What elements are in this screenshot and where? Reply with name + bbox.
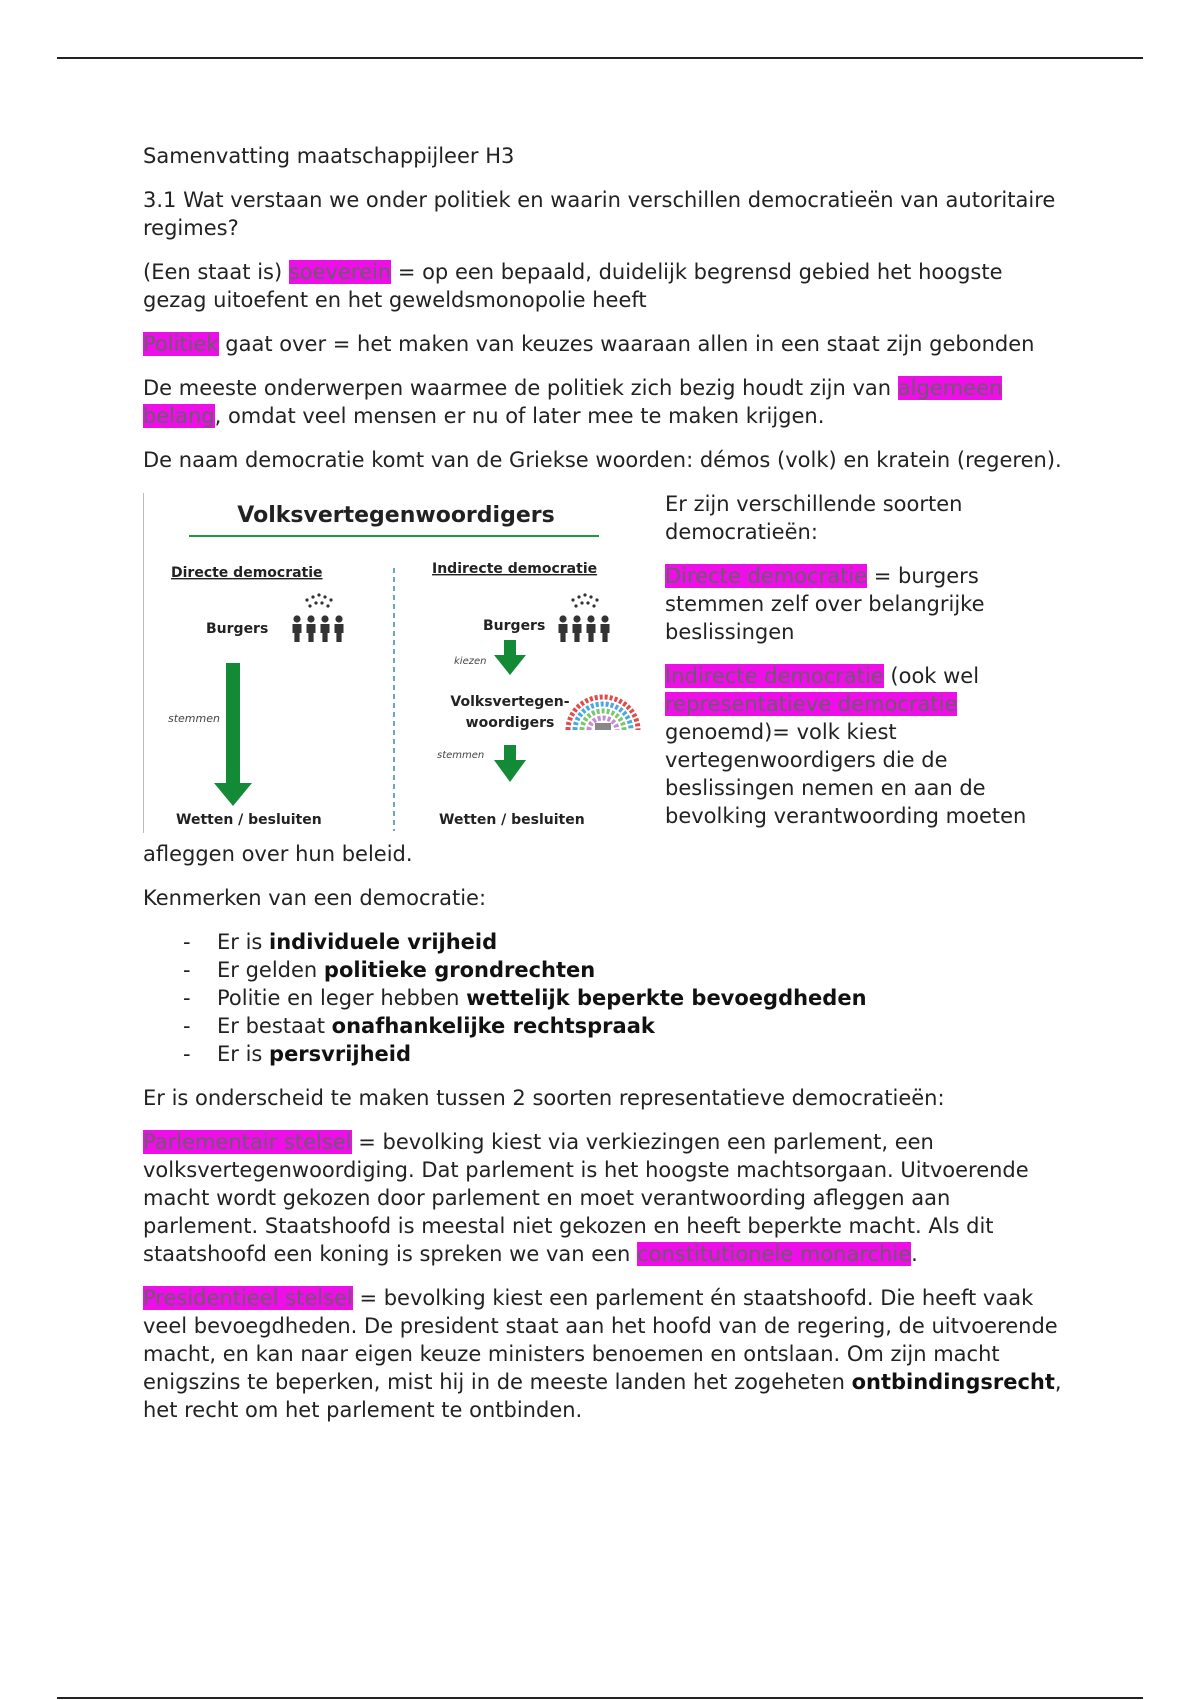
- side-intro: Er zijn verschillende soorten democratieën:: [665, 492, 963, 544]
- crowd-icon: [293, 593, 344, 642]
- footer-rule: [57, 1697, 1143, 1699]
- diagram-title: Volksvertegenwoordigers: [237, 503, 555, 528]
- highlight-representatieve-democratie: representatieve democratie: [665, 692, 958, 716]
- diagram-right-burgers: Burgers: [483, 618, 546, 634]
- paragraph-parlementair: Parlementair stelsel = bevolking kiest via verkiezingen een parlement, een volksvertegenwoordiging. Dat parlement is het hoogste machtsorgaan. Uitvoerende macht wordt gekozen door parlement en moet verantwoording afleggen aan parlement. Staatshoofd is meestal niet gekozen en heeft beperkte macht. Als dit staatshoofd een koning is spreken we van een constitutionele monarchie.: [143, 1130, 1029, 1266]
- diagram-left-wetten: Wetten / besluiten: [176, 812, 322, 828]
- diagram-left-stemmen: stemmen: [168, 712, 220, 725]
- highlight-presidentieel-stelsel: Presidentieel stelsel: [143, 1286, 353, 1310]
- paragraph-algemeen-belang: De meeste onderwerpen waarmee de politiek zich bezig houdt zijn van algemeen belang, omdat veel mensen er nu of later mee te maken krijgen.: [143, 376, 1003, 428]
- list-item: - Politie en leger hebben wettelijk beperkte bevoegdheden: [183, 986, 867, 1010]
- paragraph-onderscheid: Er is onderscheid te maken tussen 2 soorten representatieve democratieën:: [143, 1086, 945, 1110]
- highlight-indirecte-democratie: Indirecte democratie: [665, 664, 884, 688]
- crowd-icon: [559, 593, 610, 642]
- list-item: - Er is individuele vrijheid: [183, 930, 498, 954]
- diagram-volks-line1: Volksvertegen-: [450, 694, 570, 710]
- list-item: - Er gelden politieke grondrechten: [183, 958, 596, 982]
- highlight-directe-democratie: Directe democratie: [665, 564, 868, 588]
- highlight-politiek: Politiek: [143, 332, 219, 356]
- paragraph-afleggen: afleggen over hun beleid.: [143, 842, 413, 866]
- arrow-down-icon: [494, 640, 526, 675]
- side-direct: Directe democratie = burgers stemmen zelf over belangrijke beslissingen: [665, 564, 985, 644]
- side-indirect: Indirecte democratie (ook wel representatieve democratie genoemd)= volk kiest vertegenwoordigers die de beslissingen nemen en aan de bevolking verantwoording moeten: [665, 664, 1027, 828]
- arrow-down-icon: [494, 745, 526, 782]
- figure-side-text: [665, 490, 1065, 846]
- highlight-parlementair-stelsel: Parlementair stelsel: [143, 1130, 352, 1154]
- paragraph-soeverein: (Een staat is) soeverein = op een bepaald, duidelijk begrensd gebied het hoogste gezag uitoefent en het geweldsmonopolie heeft: [143, 260, 1003, 312]
- figure-row: [143, 490, 1063, 860]
- diagram-title-rule: [189, 535, 599, 537]
- diagram-right-kiezen: kiezen: [454, 656, 487, 667]
- democracy-diagram-svg: [144, 493, 654, 833]
- arrow-down-icon: [214, 663, 252, 806]
- diagram-right-heading: Indirecte democratie: [432, 561, 598, 577]
- list-item: - Er bestaat onafhankelijke rechtspraak: [183, 1014, 655, 1038]
- diagram-volks-line2: woordigers: [465, 715, 555, 731]
- diagram-right-wetten: Wetten / besluiten: [439, 812, 585, 828]
- democracy-diagram: [143, 493, 654, 833]
- paragraph-naam-democratie: De naam democratie komt van de Griekse woorden: démos (volk) en kratein (regeren).: [143, 448, 1062, 472]
- diagram-left-burgers: Burgers: [206, 621, 269, 637]
- diagram-right-stemmen: stemmen: [437, 750, 485, 761]
- highlight-constitutionele-monarchie: constitutionele monarchie: [637, 1242, 912, 1266]
- paragraph-presidentieel: Presidentieel stelsel = bevolking kiest een parlement én staatshoofd. Die heeft vaak veel bevoegdheden. De president staat aan het hoofd van de regering, de uitvoerende macht, en kan naar eigen keuze ministers benoemen en ontslaan. Om zijn macht enigszins te beperken, mist hij in de meeste landen het zogeheten ontbindingsrecht, het recht om het parlement te ontbinden.: [143, 1286, 1062, 1422]
- highlight-soeverein: soeverein: [288, 260, 392, 284]
- kenmerken-intro: Kenmerken van een democratie:: [143, 886, 487, 910]
- kenmerken-list: [143, 928, 1063, 1068]
- highlight-algemeen-belang: algemeen belang: [143, 376, 1003, 428]
- parliament-icon: [568, 697, 638, 730]
- paragraph-politiek: Politiek gaat over = het maken van keuzes waaraan allen in een staat zijn gebonden: [143, 332, 1035, 356]
- document-body: [143, 142, 1063, 1440]
- section-heading: 3.1 Wat verstaan we onder politiek en waarin verschillen democratieën van autoritaire regimes?: [143, 188, 1056, 240]
- diagram-left-heading: Directe democratie: [171, 565, 323, 581]
- document-title: Samenvatting maatschappijleer H3: [143, 144, 515, 168]
- header-rule: [57, 57, 1143, 59]
- list-item: - Er is persvrijheid: [183, 1042, 412, 1066]
